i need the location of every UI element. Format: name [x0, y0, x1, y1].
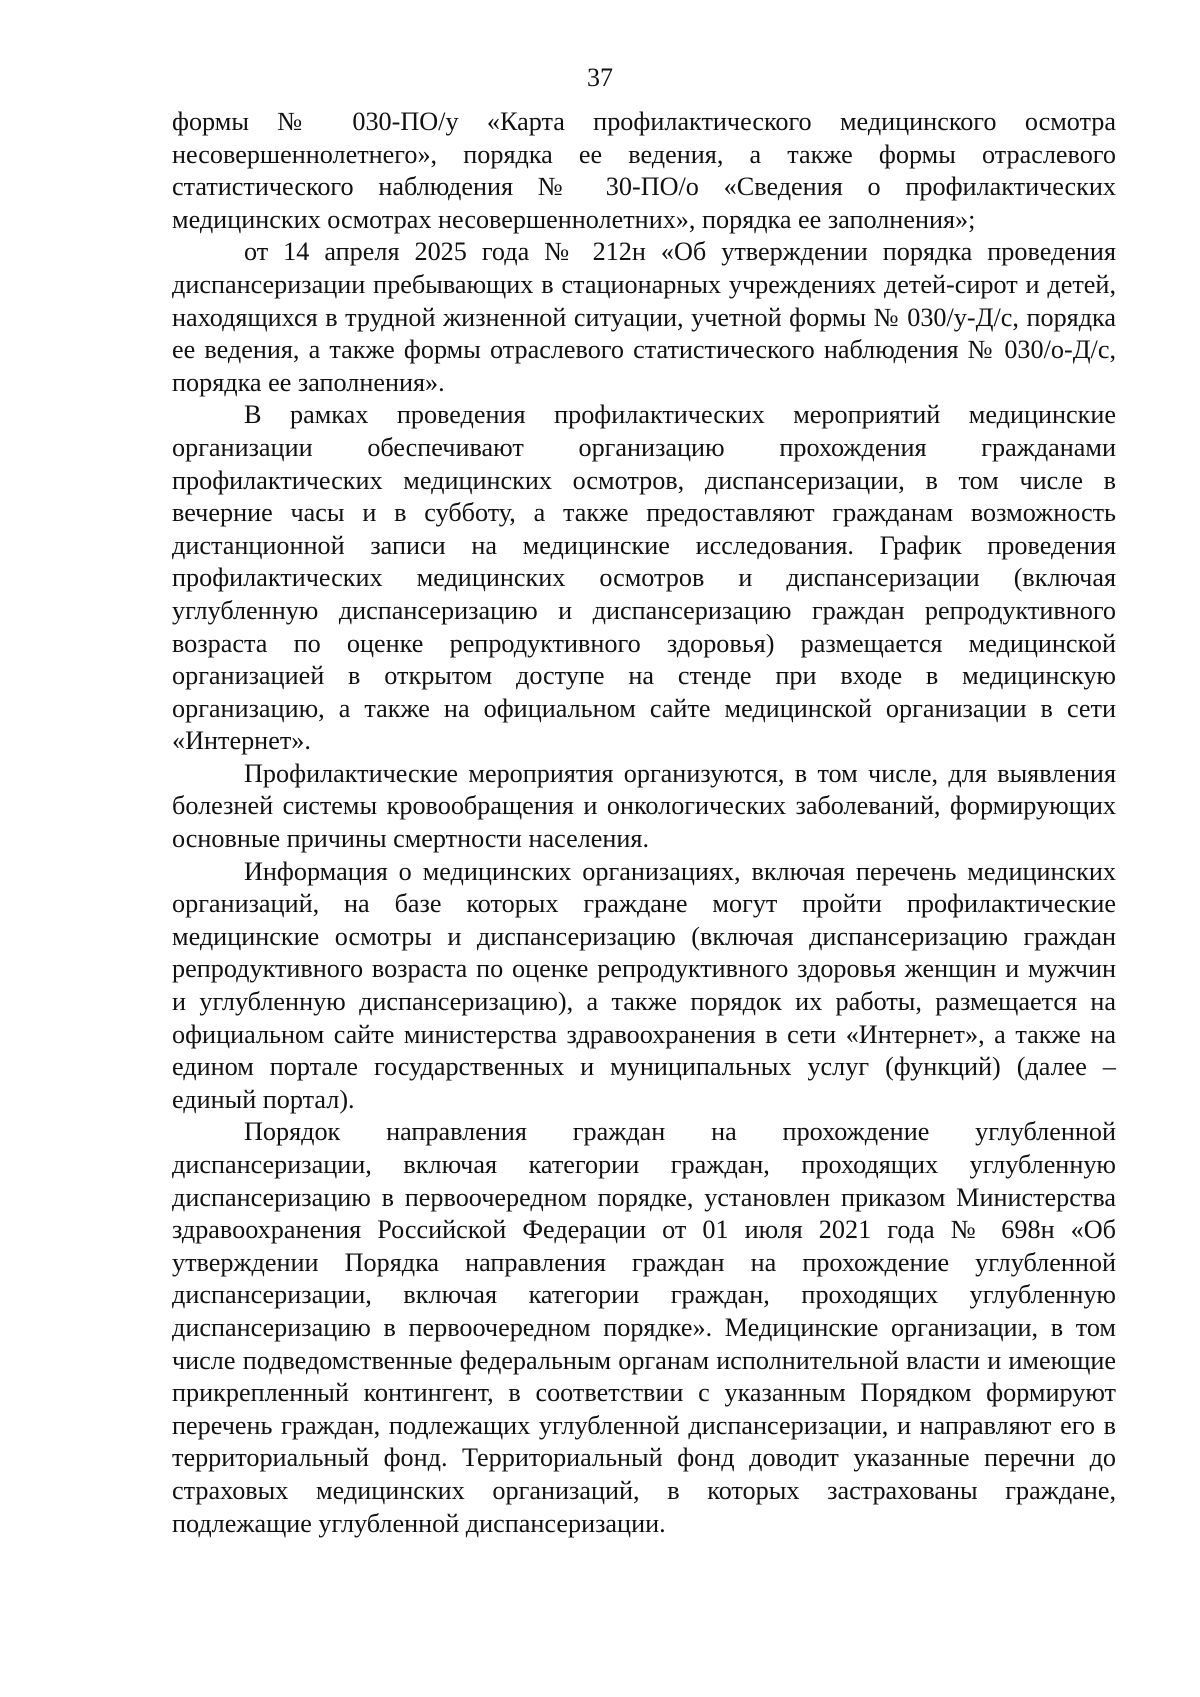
document-body	[172, 106, 1116, 1540]
paragraph-medical-organizations-info: Информация о медицинских организациях, включая перечень медицинских организаций, на базе которых граждане могут пройти профилактические медицинские осмотры и диспансеризацию (включая диспансеризацию граждан репродуктивного возраста по оценке репродуктивного здоровья женщин и мужчин и углубленную диспансеризацию), а также порядок их работы, размещается на официальном сайте министерства здравоохранения в сети «Интернет», а также на едином портале государственных и муниципальных услуг (функций) (далее – единый портал).	[172, 856, 1116, 1114]
paragraph-in-depth-screening-order: Порядок направления граждан на прохождение углубленной диспансеризации, включая категории граждан, проходящих углубленную диспансеризацию в первоочередном порядке, установлен приказом Министерства здравоохранения Российской Федерации от 01 июля 2021 года № 698н «Об утверждении Порядка направления граждан на прохождение углубленной диспансеризации, включая категории граждан, проходящих углубленную диспансеризацию в первоочередном порядке». Медицинские организации, в том числе подведомственные федеральным органам исполнительной власти и имеющие прикрепленный контингент, в соответствии с указанным Порядком формируют перечень граждан, подлежащих углубленной диспансеризации, и направляют его в территориальный фонд. Территориальный фонд доводит указанные перечни до страховых медицинских организаций, в которых застрахованы граждане, подлежащие углубленной диспансеризации.	[172, 1117, 1116, 1538]
paragraph-order-212n: от 14 апреля 2025 года № 212н «Об утверждении порядка проведения диспансеризации пребывающих в стационарных учреждениях детей-сирот и детей, находящихся в трудной жизненной ситуации, учетной формы № 030/у-Д/с, порядка ее ведения, а также формы отраслевого статистического наблюдения № 030/о-Д/с, порядка ее заполнения».	[172, 237, 1116, 397]
paragraph-preventive-measures: В рамках проведения профилактических мероприятий медицинские организации обеспечивают организацию прохождения гражданами профилактических медицинских осмотров, диспансеризации, в том числе в вечерние часы и в субботу, а также предоставляют гражданам возможность дистанционной записи на медицинские исследования. График проведения профилактических медицинских осмотров и диспансеризации (включая углубленную диспансеризацию и диспансеризацию граждан репродуктивного возраста по оценке репродуктивного здоровья) размещается медицинской организацией в открытом доступе на стенде при входе в медицинскую организацию, а также на официальном сайте медицинской организации в сети «Интернет».	[172, 400, 1116, 756]
paragraph-disease-detection: Профилактические мероприятия организуются, в том числе, для выявления болезней системы кровообращения и онкологических заболеваний, формирующих основные причины смертности населения.	[172, 758, 1116, 854]
paragraph-form-030-po: формы № 030-ПО/у «Карта профилактического медицинского осмотра несовершеннолетнего», порядка ее ведения, а также формы отраслевого статистического наблюдения № 30-ПО/о «Сведения о профилактических медицинских осмотрах несовершеннолетних», порядка ее заполнения»;	[172, 107, 1116, 234]
page-number: 37	[587, 63, 613, 92]
